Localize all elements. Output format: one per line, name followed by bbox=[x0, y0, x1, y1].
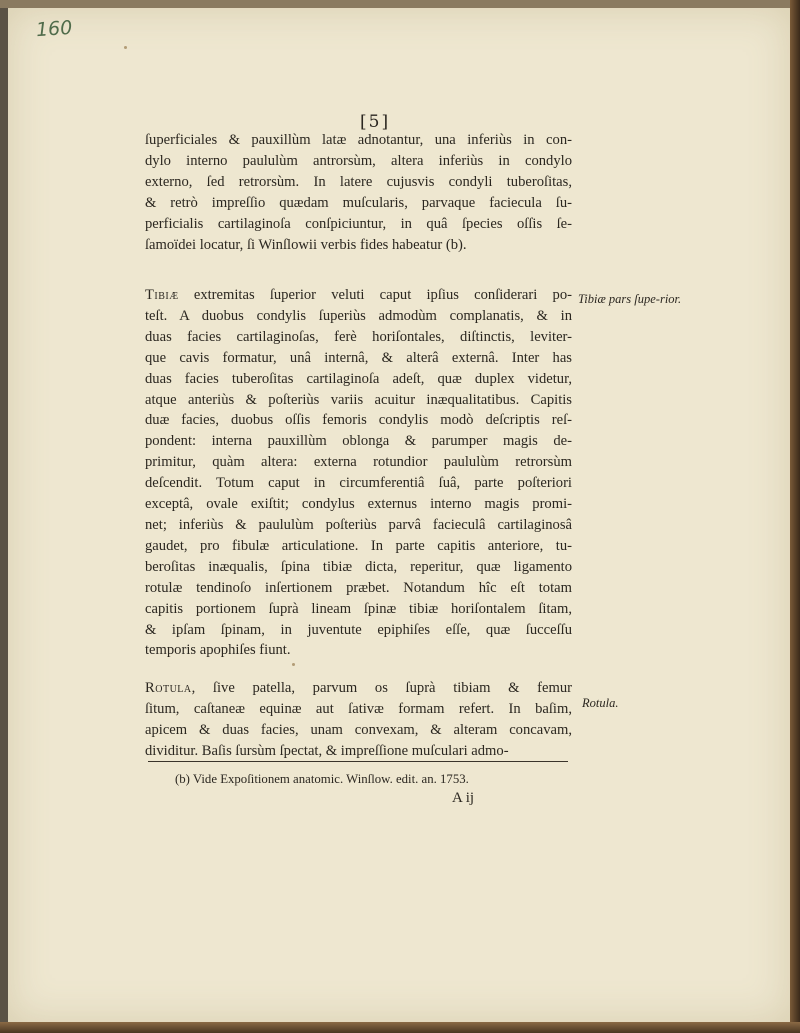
text-line bbox=[145, 678, 572, 699]
margin-note-rotula: Rotula. bbox=[582, 696, 619, 710]
book-edge-top bbox=[0, 0, 800, 8]
text-line: & ipſam ſpinam, in juventute epiphiſes eſſe, quæ ſucceſſu bbox=[145, 621, 572, 638]
text-line: dividitur. Baſis ſursùm ſpectat, & impreſſione muſculari admo- bbox=[145, 742, 509, 759]
text-line: primitur, quàm altera: externa rotundior paululùm retrorsùm bbox=[145, 454, 572, 471]
footnote: (b) Vide Expoſitionem anatomic. Winſlow. edit. an. 1753. bbox=[175, 772, 469, 786]
text-line: temporis apophiſes fiunt. bbox=[145, 642, 291, 659]
signature-mark: A ij bbox=[452, 790, 475, 806]
text-line: duæ facies, duobus oſſis femoris condylis modò deſcriptis reſ- bbox=[145, 412, 572, 429]
text-line: beroſitas inæqualis, ſpina tibiæ dicta, reperitur, quæ ligamento bbox=[145, 558, 572, 575]
lead-rest: , ſive patella, parvum os ſuprà tibiam & femur bbox=[191, 680, 572, 696]
text-line: que cavis formatur, unâ internâ, & alterâ externâ. Inter has bbox=[145, 349, 572, 366]
lead-rest: extremitas ſuperior veluti caput ipſius conſiderari po- bbox=[178, 287, 572, 303]
text-line: net; inferiùs & paululùm poſteriùs parvâ facieculâ cartilaginosâ bbox=[145, 516, 572, 533]
text-line: rotulæ tendinoſo inſertionem præbet. Notandum hîc eſt totam bbox=[145, 579, 572, 596]
margin-note-tibia: Tibiæ pars ſupe-rior. bbox=[578, 292, 682, 306]
ink-speck bbox=[124, 46, 127, 49]
text-line: apicem & duas facies, unam convexam, & alteram concavam, bbox=[145, 721, 572, 738]
book-edge-right bbox=[790, 0, 800, 1033]
text-line: duas facies cartilaginoſas, ferè horiſontales, diſtinctis, leviter- bbox=[145, 328, 572, 345]
text-line: exceptâ, ovale exiſtit; condylus externus interno magis promi- bbox=[145, 496, 572, 513]
paragraph-rotula bbox=[145, 678, 572, 762]
text-line: gaudet, pro fibulæ articulatione. In parte capitis anteriore, tu- bbox=[145, 537, 572, 554]
paragraph-condyles bbox=[145, 130, 572, 255]
text-line: atque anteriùs & poſteriùs variis acuitur inæqualitatibus. Capitis bbox=[145, 391, 572, 408]
text-line: deſcendit. Totum caput in circumferentiâ ſuâ, parte poſteriori bbox=[145, 475, 572, 492]
text-line: & retrò impreſſio quædam muſcularis, parvaque faciecula ſu- bbox=[145, 194, 572, 211]
text-line: ſuperficiales & pauxillùm latæ adnotantur, una inferiùs in con- bbox=[145, 132, 572, 148]
text-line: teſt. A duobus condylis ſuperiùs admodùm complanatis, & in bbox=[145, 307, 572, 324]
text-line: ſamoïdei locatur, ſi Winſlowii verbis fides habeatur (b). bbox=[145, 236, 467, 253]
text-line: capitis portionem ſuprà lineam ſpinæ tibiæ horiſontalem ſitam, bbox=[145, 600, 572, 617]
lead-word: Tibiæ bbox=[145, 287, 179, 303]
page-number: [5] bbox=[360, 112, 391, 132]
paragraph-tibia bbox=[145, 285, 572, 661]
text-line: pondent: interna pauxillùm oblonga & parumper magis de- bbox=[145, 433, 572, 450]
handwritten-page-note: 160 bbox=[35, 16, 73, 42]
text-line bbox=[145, 285, 572, 306]
text-line: duas facies tuberoſitas cartilaginoſa adeſt, quæ duplex videtur, bbox=[145, 370, 572, 387]
text-line: externo, ſed retrorsùm. In latere cujusvis condyli tuberoſitas, bbox=[145, 173, 572, 190]
footnote-rule bbox=[148, 761, 568, 762]
lead-word: Rotula bbox=[145, 680, 192, 696]
text-line: dylo interno paululùm antrorsùm, altera inferiùs in condylo bbox=[145, 152, 572, 169]
text-line: ſitum, caſtaneæ equinæ aut ſativæ formam refert. In baſim, bbox=[145, 700, 572, 717]
book-edge-bottom bbox=[0, 1022, 800, 1033]
ink-speck bbox=[292, 663, 295, 666]
text-line: perficialis cartilaginoſa conſpiciuntur, in quâ ſpecies oſſis ſe- bbox=[145, 215, 572, 232]
